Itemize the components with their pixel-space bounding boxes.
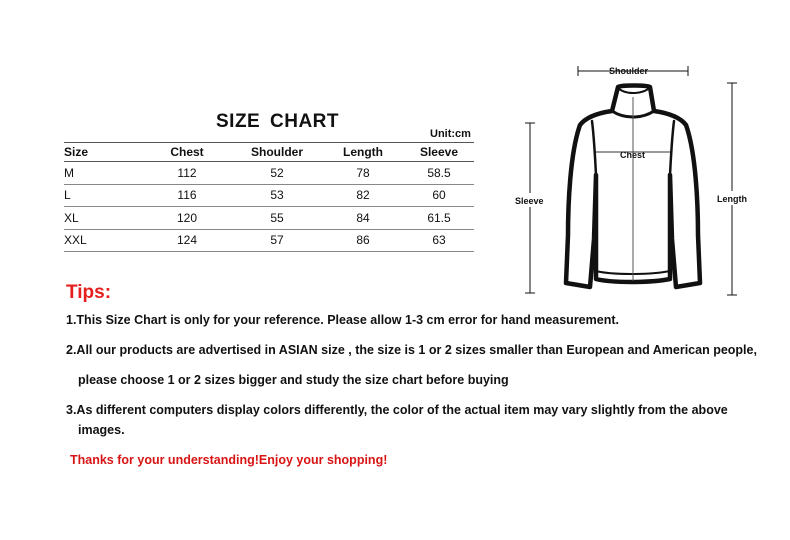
header-size: Size bbox=[64, 143, 142, 162]
header-length: Length bbox=[322, 143, 404, 162]
sleeve-arrow bbox=[525, 123, 535, 293]
cell-shoulder: 52 bbox=[232, 162, 322, 185]
tips-heading: Tips: bbox=[66, 282, 112, 303]
cell-size: L bbox=[64, 184, 142, 207]
cell-shoulder: 53 bbox=[232, 184, 322, 207]
cell-chest: 124 bbox=[142, 229, 232, 252]
header-shoulder: Shoulder bbox=[232, 143, 322, 162]
header-chest: Chest bbox=[142, 143, 232, 162]
cell-chest: 120 bbox=[142, 207, 232, 230]
table-row bbox=[64, 162, 474, 185]
cell-sleeve: 58.5 bbox=[404, 162, 474, 185]
table-row bbox=[64, 184, 474, 207]
tip-line-1: 1.This Size Chart is only for your reference. Please allow 1-3 cm error for hand measurement. bbox=[66, 313, 619, 327]
sleeve-label: Sleeve bbox=[515, 196, 544, 206]
cell-length: 78 bbox=[322, 162, 404, 185]
cell-sleeve: 61.5 bbox=[404, 207, 474, 230]
cell-size: XL bbox=[64, 207, 142, 230]
cell-size: M bbox=[64, 162, 142, 185]
size-table bbox=[64, 142, 474, 252]
cell-chest: 116 bbox=[142, 184, 232, 207]
shoulder-label: Shoulder bbox=[609, 66, 649, 76]
cell-length: 86 bbox=[322, 229, 404, 252]
length-label: Length bbox=[717, 194, 747, 204]
table-row bbox=[64, 229, 474, 252]
cell-shoulder: 55 bbox=[232, 207, 322, 230]
table-row bbox=[64, 207, 474, 230]
tip-line-3-continued: images. bbox=[78, 423, 125, 437]
length-arrow bbox=[727, 83, 737, 295]
chest-label: Chest bbox=[620, 150, 646, 160]
table-header-row bbox=[64, 143, 474, 162]
cell-length: 84 bbox=[322, 207, 404, 230]
cell-length: 82 bbox=[322, 184, 404, 207]
size-chart-title: SIZE CHART bbox=[216, 111, 339, 132]
tip-line-2-continued: please choose 1 or 2 sizes bigger and study the size chart before buying bbox=[78, 373, 509, 387]
thanks-message: Thanks for your understanding!Enjoy your shopping! bbox=[70, 453, 388, 467]
header-sleeve: Sleeve bbox=[404, 143, 474, 162]
cell-shoulder: 57 bbox=[232, 229, 322, 252]
cell-size: XXL bbox=[64, 229, 142, 252]
tip-line-3: 3.As different computers display colors differently, the color of the actual item may vary slightly from the above bbox=[66, 403, 728, 417]
jacket-diagram bbox=[500, 55, 760, 305]
unit-label: Unit:cm bbox=[430, 128, 471, 140]
cell-chest: 112 bbox=[142, 162, 232, 185]
cell-sleeve: 63 bbox=[404, 229, 474, 252]
cell-sleeve: 60 bbox=[404, 184, 474, 207]
tip-line-2: 2.All our products are advertised in ASIAN size , the size is 1 or 2 sizes smaller than European and American people, bbox=[66, 343, 757, 357]
